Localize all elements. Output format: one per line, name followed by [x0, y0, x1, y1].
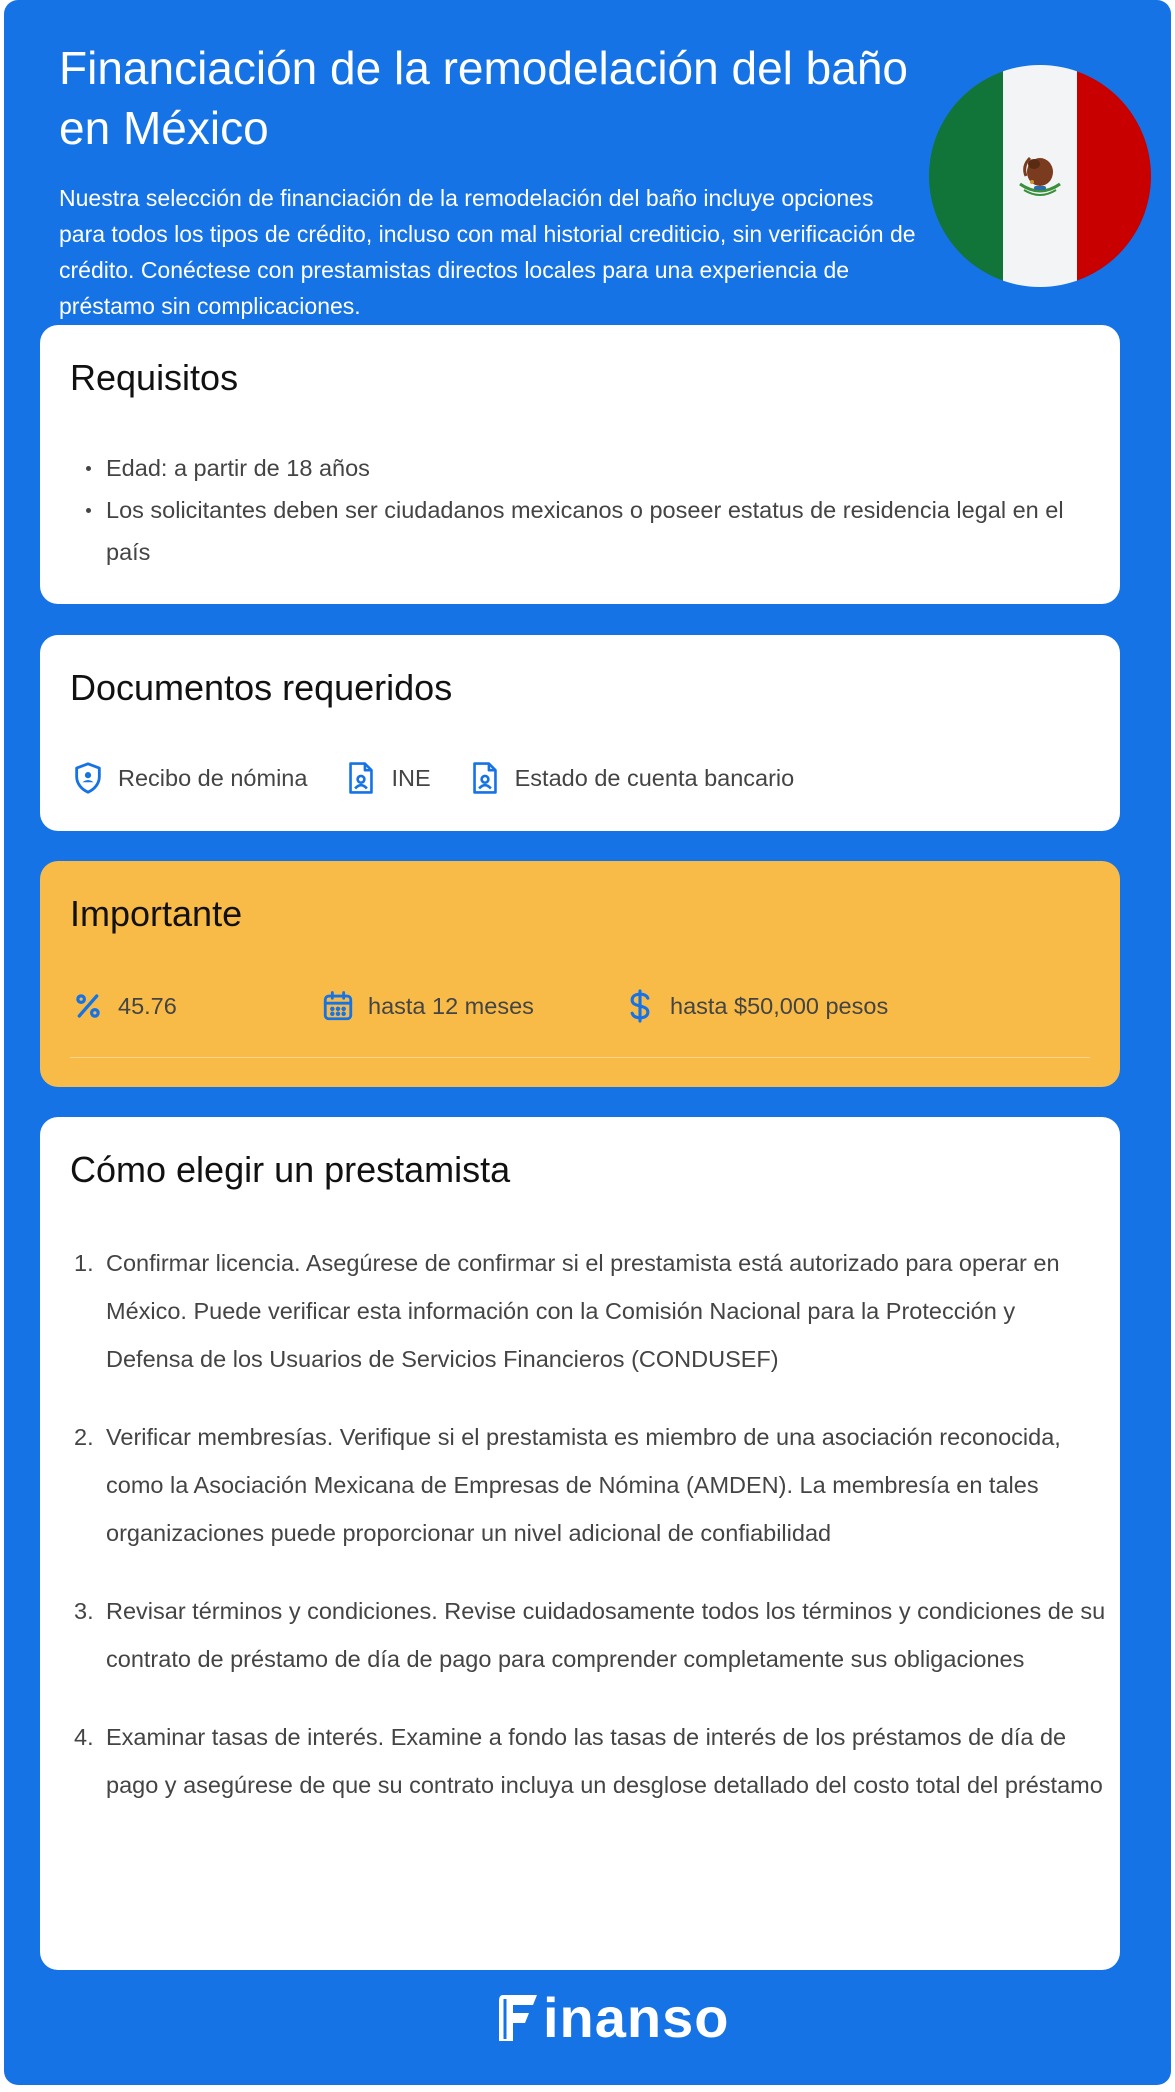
important-item-amount [622, 986, 888, 1026]
important-item-rate [70, 986, 177, 1026]
documents-title: Documentos requeridos [70, 667, 453, 708]
id-document-icon [467, 760, 503, 796]
important-label: hasta $50,000 pesos [670, 992, 889, 1019]
percent-icon [70, 988, 106, 1024]
documents-row [70, 760, 830, 796]
lender-guide-title: Cómo elegir un prestamista [70, 1149, 511, 1190]
important-title: Importante [70, 893, 243, 934]
document-label: Recibo de nómina [118, 764, 308, 791]
step-text: Revisar términos y condiciones. Revise cuidadosamente todos los términos y condiciones de su contrato de préstamo de día de pago para comprender completamente sus obligaciones [106, 1598, 1106, 1672]
important-card [40, 861, 1120, 1087]
list-item: Los solicitantes deben ser ciudadanos mexicanos o poseer estatus de residencia legal en el país [106, 489, 1096, 573]
shield-icon [70, 760, 106, 796]
finanso-logo[interactable] [495, 1986, 730, 2049]
lender-guide-card [40, 1117, 1120, 1970]
page-title: Financiación de la remodelación del baño en México [59, 42, 909, 154]
important-item-term [320, 986, 534, 1026]
step-number: 1. [74, 1250, 94, 1276]
requirements-title: Requisitos [70, 357, 239, 398]
step-number: 3. [74, 1598, 94, 1624]
document-label: Estado de cuenta bancario [514, 764, 795, 791]
documents-card [40, 635, 1120, 831]
list-item: Edad: a partir de 18 años [106, 447, 1096, 489]
important-label: hasta 12 meses [368, 992, 534, 1019]
list-item [74, 1587, 1106, 1683]
document-item-ine [343, 760, 430, 796]
dollar-icon [622, 988, 658, 1024]
document-label: INE [391, 764, 431, 791]
step-text: Verificar membresías. Verifique si el prestamista es miembro de una asociación reconocida, como la Asociación Mexicana de Empresas de Nómina (AMDEN). La membresía en tales organizaciones puede proporcionar un nivel adicional de confiabilidad [106, 1424, 1061, 1546]
list-item [74, 1239, 1106, 1383]
step-number: 2. [74, 1424, 94, 1450]
requirements-card [40, 325, 1120, 604]
step-text: Confirmar licencia. Asegúrese de confirmar si el prestamista está autorizado para operar en México. Puede verificar esta información con la Comisión Nacional para la Protección y Defensa de los Usuarios de Servicios Financieros (CONDUSEF) [106, 1250, 1060, 1372]
step-text: Examinar tasas de interés. Examine a fondo las tasas de interés de los préstamos de día de pago y asegúrese de que su contrato incluya un desglose detallado del costo total del préstamo [106, 1724, 1103, 1798]
important-row [70, 986, 1090, 1026]
eagle-emblem-icon [1012, 146, 1068, 202]
step-number: 4. [74, 1724, 94, 1750]
logo-text: inanso [543, 1986, 730, 2049]
lender-steps-list [74, 1239, 1106, 1839]
finanso-logo-icon [495, 1993, 541, 2043]
requirements-list [106, 447, 1096, 573]
mexico-flag-icon [929, 65, 1151, 287]
list-item [74, 1713, 1106, 1809]
id-document-icon [343, 760, 379, 796]
divider [70, 1057, 1090, 1058]
important-label: 45.76 [118, 992, 177, 1019]
list-item [74, 1413, 1106, 1557]
document-item-bank-statement [467, 760, 795, 796]
document-item-payslip [70, 760, 307, 796]
calendar-icon [320, 988, 356, 1024]
page-description: Nuestra selección de financiación de la remodelación del baño incluye opciones para todos los tipos de crédito, incluso con mal historial crediticio, sin verificación de crédito. Conéctese con prestamistas directos locales para una experiencia de préstamo sin complicaciones. [59, 185, 916, 319]
